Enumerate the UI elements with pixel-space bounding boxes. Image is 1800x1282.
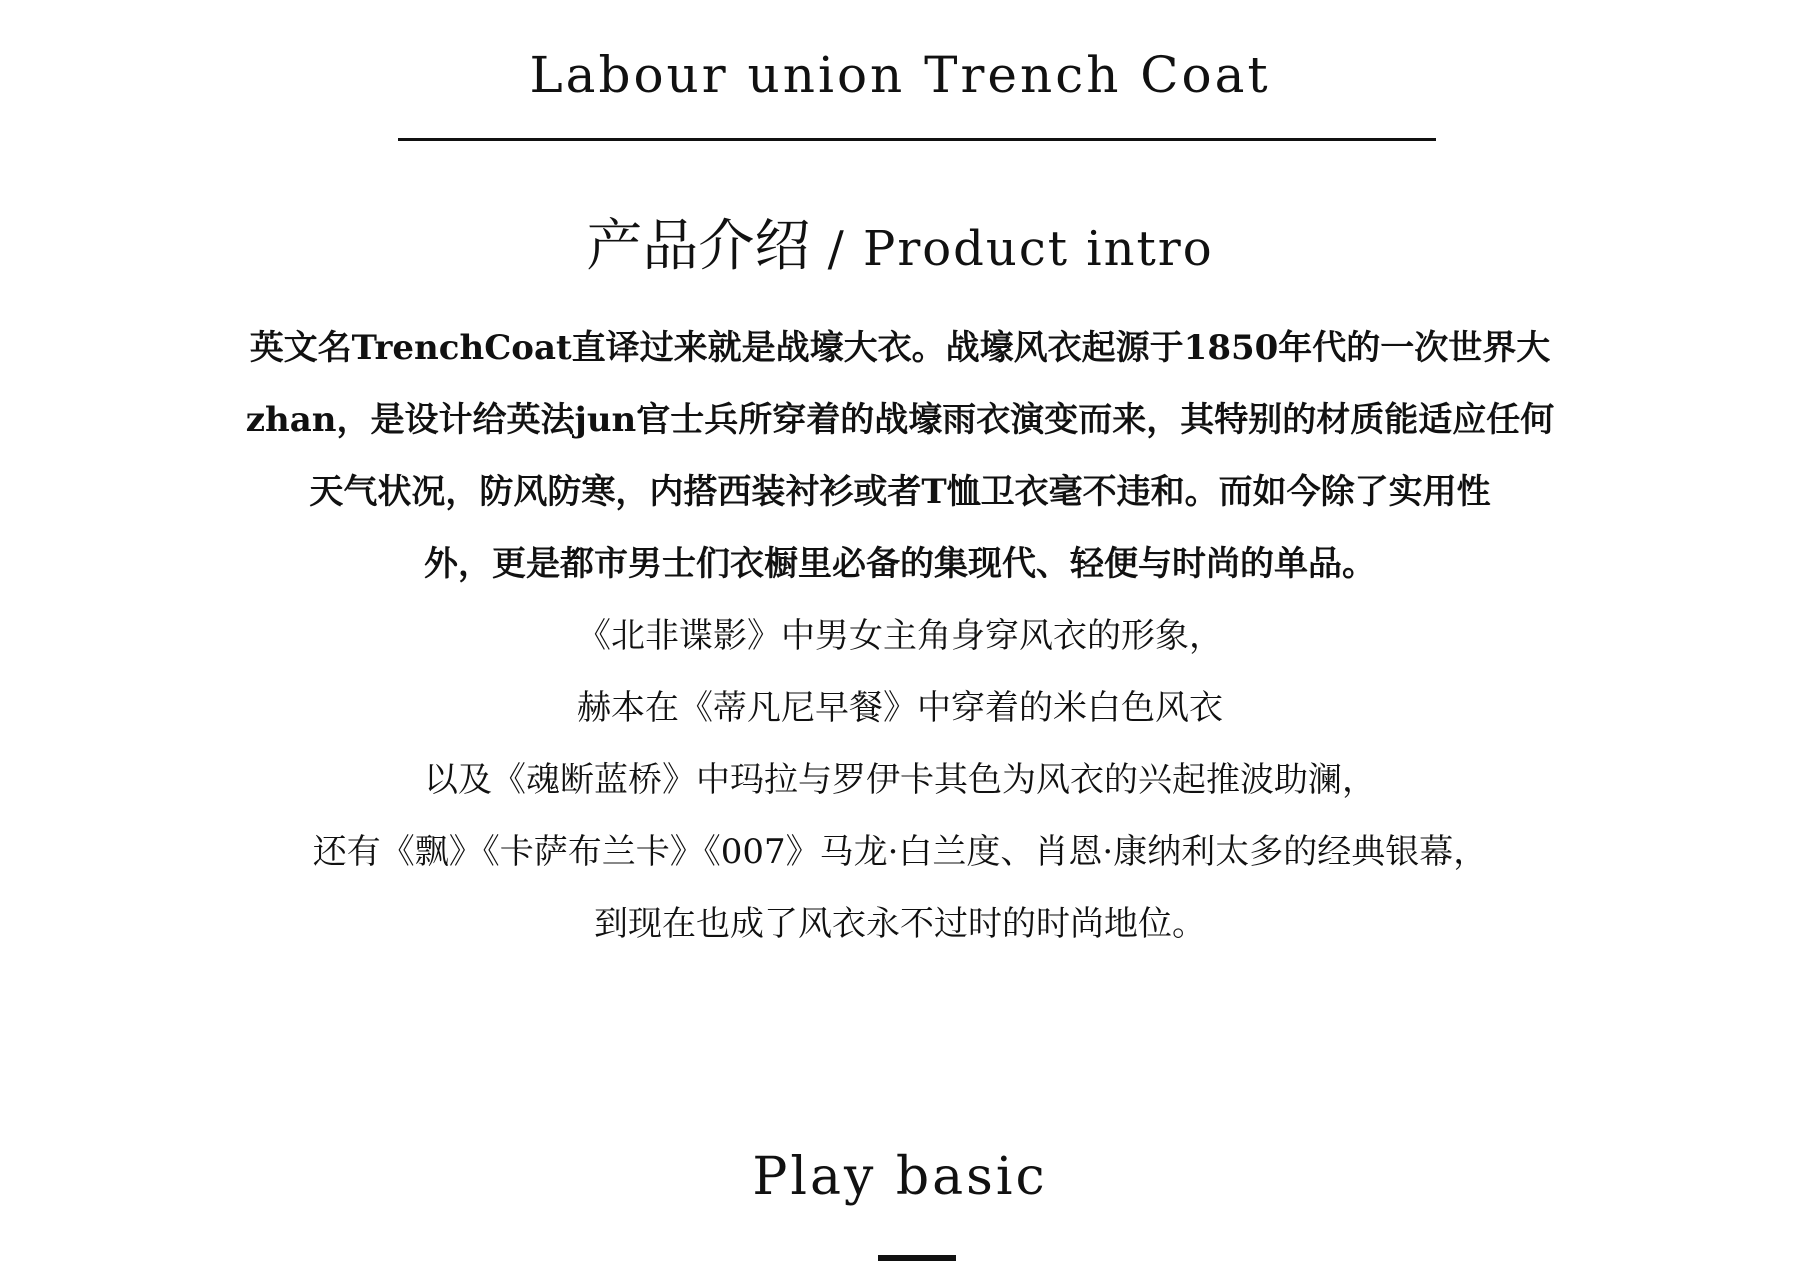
film-reference-line: 到现在也成了风衣永不过时的时尚地位。	[594, 904, 1206, 944]
intro-title-english: Product intro	[863, 221, 1214, 277]
intro-paragraph-line: 外，更是都市男士们衣橱里必备的集现代、轻便与时尚的单品。	[424, 544, 1376, 584]
film-reference-line: 以及《魂断蓝桥》中玛拉与罗伊卡其色为风衣的兴起推波助澜，	[424, 760, 1376, 800]
page-title: Labour union Trench Coat	[529, 46, 1271, 104]
film-reference-line: 还有《飘》《卡萨布兰卡》《007》马龙·白兰度、肖恩·康纳利太多的经典银幕，	[312, 832, 1488, 872]
intro-title-separator: /	[810, 221, 864, 277]
play-basic-underline	[878, 1255, 956, 1261]
intro-text-block	[170, 312, 1630, 960]
intro-paragraph-line: 天气状况，防风防寒，内搭西装衬衫或者T恤卫衣毫不违和。而如今除了实用性	[309, 472, 1491, 512]
film-reference-line: 《北非谍影》中男女主角身穿风衣的形象，	[577, 616, 1223, 656]
play-basic-title: Play basic	[752, 1147, 1048, 1207]
intro-title-chinese: 产品介绍	[586, 214, 811, 279]
intro-paragraph-line: zhan，是设计给英法jun官士兵所穿着的战壕雨衣演变而来，其特别的材质能适应任何	[245, 400, 1555, 440]
title-divider	[398, 138, 1436, 141]
film-reference-line: 赫本在《蒂凡尼早餐》中穿着的米白色风衣	[577, 688, 1223, 728]
intro-paragraph-line: 英文名TrenchCoat直译过来就是战壕大衣。战壕风衣起源于1850年代的一次世界大	[249, 328, 1551, 368]
intro-section-title	[0, 212, 1800, 295]
